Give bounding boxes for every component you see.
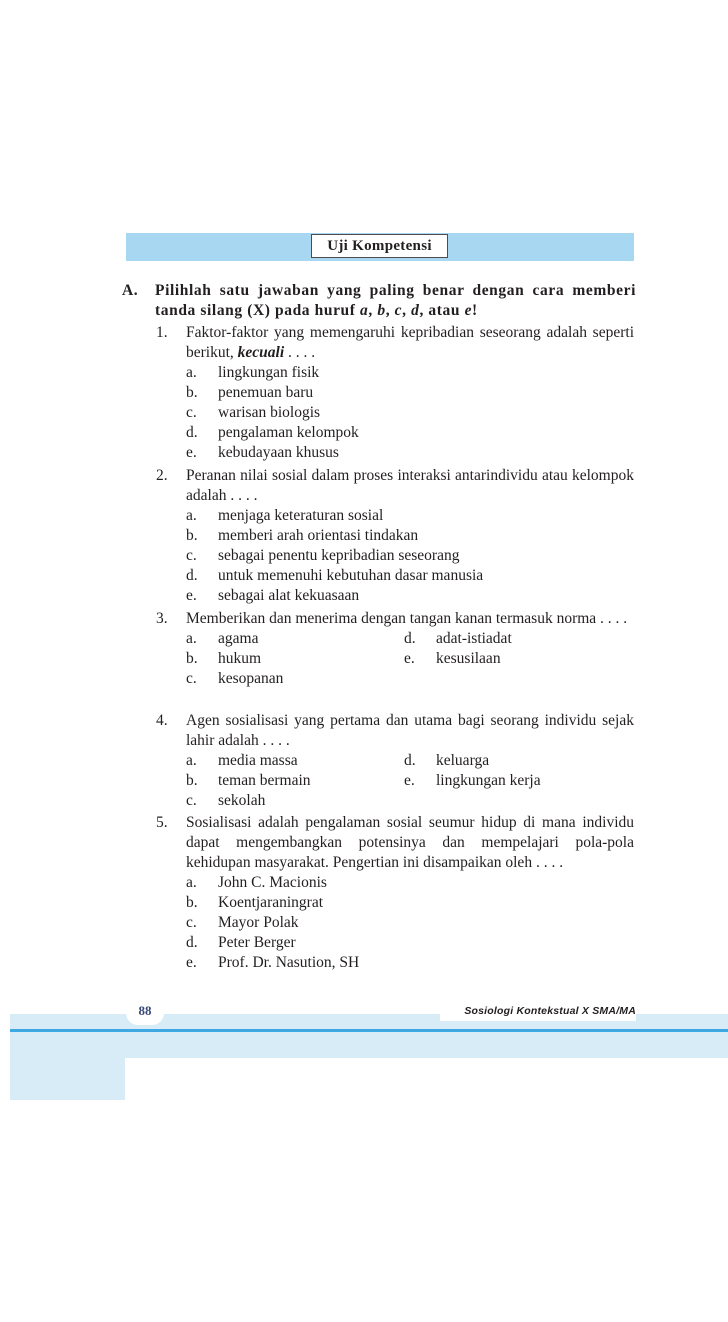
option[interactable]: d. pengalaman kelompok [186, 424, 359, 441]
option[interactable]: b. memberi arah orientasi tindakan [186, 527, 419, 544]
option[interactable]: a. lingkungan fisik [186, 364, 320, 381]
option-row [186, 751, 634, 771]
instruction [122, 281, 636, 321]
option[interactable]: keluarga [436, 752, 490, 769]
option-letter: b. [186, 650, 198, 667]
book-title: Sosiologi Kontekstual X SMA/MA [440, 1001, 636, 1021]
question-number: 4. [156, 712, 168, 729]
question-2 [156, 466, 634, 606]
question-stem: Peranan nilai sosial dalam proses interaksi antarindividu atau kelompok adalah . . . . [186, 467, 634, 504]
option[interactable]: e. kebudayaan khusus [186, 444, 339, 461]
question-number: 2. [156, 467, 168, 484]
option-letter: d. [404, 752, 416, 769]
option-row [186, 771, 634, 791]
question-stem: Faktor-faktor yang memengaruhi kepribadian seseorang adalah seperti berikut, kecuali . . . . [186, 324, 634, 361]
option[interactable]: c. warisan biologis [186, 404, 321, 421]
option[interactable]: adat-istiadat [436, 630, 512, 647]
option[interactable]: media massa [218, 752, 298, 769]
option[interactable]: c. sekolah [186, 792, 266, 809]
question-stem: Sosialisasi adalah pengalaman sosial seumur hidup di mana individu dapat mengembangkan potensinya dan mempelajari pola-pola kehidupan masyarakat. Pengertian ini disampaikan oleh . . . . [186, 814, 634, 871]
question-1 [156, 323, 634, 463]
option[interactable]: b. Koentjaraningrat [186, 894, 324, 911]
option[interactable]: c. kesopanan [186, 670, 284, 687]
question-3 [156, 609, 634, 689]
option-letter: d. [404, 630, 416, 647]
option[interactable]: b. penemuan baru [186, 384, 314, 401]
option-letter: e. [404, 650, 415, 667]
question-5 [156, 813, 634, 973]
option[interactable]: a. menjaga keteraturan sosial [186, 507, 384, 524]
emphasis: kecuali [237, 344, 285, 361]
option[interactable]: c. sebagai penentu kepribadian seseorang [186, 547, 460, 564]
option-letter: a. [186, 630, 197, 647]
option[interactable]: a. John C. Macionis [186, 874, 327, 891]
question-number: 1. [156, 324, 168, 341]
option-letter: a. [186, 752, 197, 769]
question-stem: Memberikan dan menerima dengan tangan kanan termasuk norma . . . . [186, 610, 628, 627]
option[interactable]: lingkungan kerja [436, 772, 541, 789]
option-letter: b. [186, 772, 198, 789]
option-row [186, 649, 634, 669]
option[interactable]: c. Mayor Polak [186, 914, 299, 931]
question-4 [156, 711, 634, 811]
question-stem: Agen sosialisasi yang pertama dan utama bagi seorang individu sejak lahir adalah . . . . [186, 712, 634, 749]
instruction-text: Pilihlah satu jawaban yang paling benar dengan cara memberi tanda silang (X) pada huruf a, b, c, d, atau e! [155, 282, 636, 319]
page-number: 88 [126, 997, 164, 1025]
option-row [186, 629, 634, 649]
option[interactable]: e. sebagai alat kekuasaan [186, 587, 360, 604]
option[interactable]: e. Prof. Dr. Nasution, SH [186, 954, 360, 971]
footer-block [10, 1058, 125, 1100]
option[interactable]: d. untuk memenuhi kebutuhan dasar manusia [186, 567, 484, 584]
option[interactable]: d. Peter Berger [186, 934, 296, 951]
section-title: Uji Kompetensi [311, 234, 448, 258]
footer-line [10, 1029, 728, 1032]
question-number: 5. [156, 814, 168, 831]
instruction-label: A. [122, 282, 139, 299]
option[interactable]: hukum [218, 650, 262, 667]
question-number: 3. [156, 610, 168, 627]
option[interactable]: agama [218, 630, 259, 647]
option[interactable]: teman bermain [218, 772, 311, 789]
option-letter: e. [404, 772, 415, 789]
option[interactable]: kesusilaan [436, 650, 501, 667]
